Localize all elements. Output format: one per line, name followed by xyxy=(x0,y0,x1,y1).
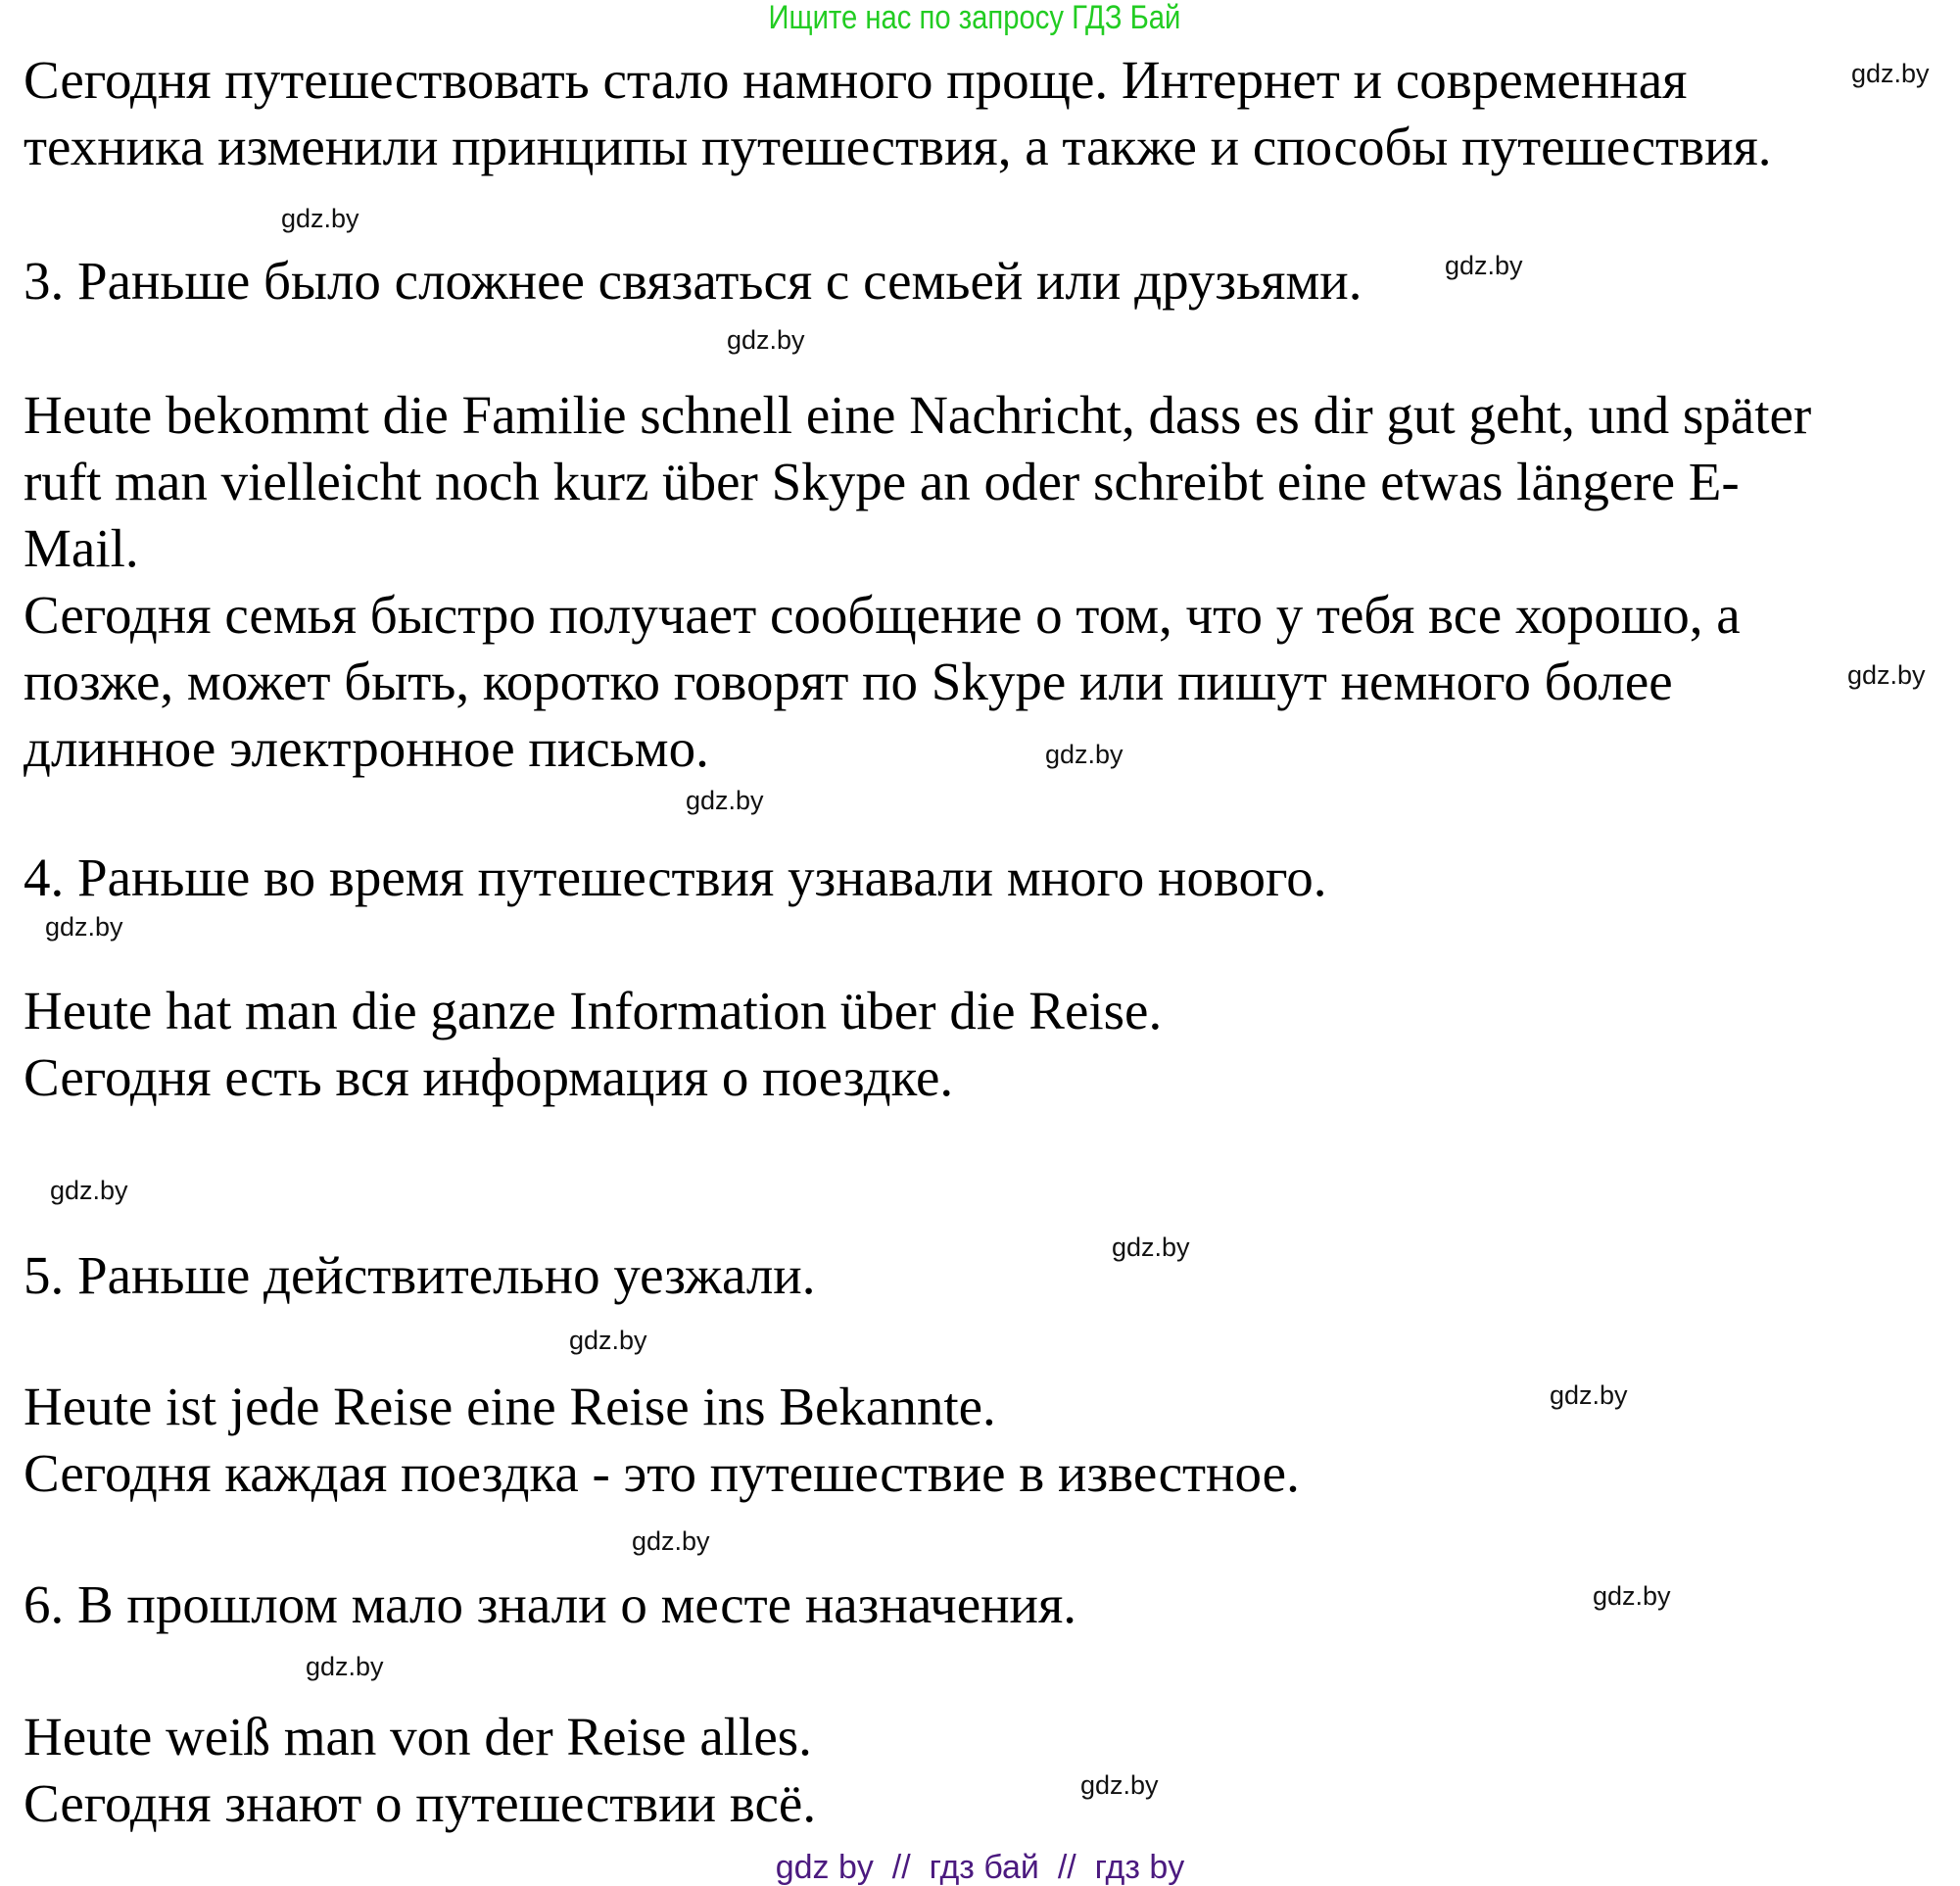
watermark: gdz.by xyxy=(306,1652,384,1681)
watermark: gdz.by xyxy=(1851,59,1930,88)
watermark: gdz.by xyxy=(632,1526,710,1556)
watermark: gdz.by xyxy=(727,325,805,355)
item-4-german-line-1: Heute hat man die ganze Information über die Reise. xyxy=(24,981,1163,1040)
watermark: gdz.by xyxy=(1550,1380,1628,1410)
item-3-heading: 3. Раньше было сложнее связаться с семьей или друзьями. xyxy=(24,251,1362,311)
watermark: gdz.by xyxy=(1445,251,1523,280)
item-5-russian-line-1: Сегодня каждая поездка - это путешествие в известное. xyxy=(24,1443,1300,1503)
search-hint-header: Ищите нас по запросу ГДЗ Бай xyxy=(768,0,1181,36)
item-3-german-line-2: ruft man vielleicht noch kurz über Skype an oder schreibt eine etwas längere E- xyxy=(24,452,1740,511)
item-3-german-line-3: Mail. xyxy=(24,518,139,578)
item-4-heading: 4. Раньше во время путешествия узнавали много нового. xyxy=(24,847,1327,907)
watermark: gdz.by xyxy=(1593,1581,1671,1611)
intro-line-2: техника изменили принципы путешествия, а также и способы путешествия. xyxy=(24,117,1772,176)
intro-line-1: Сегодня путешествовать стало намного проще. Интернет и современная xyxy=(24,50,1688,110)
watermark: gdz.by xyxy=(1112,1233,1190,1262)
watermark: gdz.by xyxy=(686,786,764,815)
watermark: gdz.by xyxy=(281,204,359,233)
watermark: gdz.by xyxy=(1045,740,1123,769)
item-3-german-line-1: Heute bekommt die Familie schnell eine Nachricht, dass es dir gut geht, und später xyxy=(24,385,1812,445)
footer-links: gdz by // гдз бай // гдз by xyxy=(775,1849,1185,1886)
watermark: gdz.by xyxy=(569,1326,647,1355)
watermark: gdz.by xyxy=(1847,660,1926,690)
item-6-russian-line-1: Сегодня знают о путешествии всё. xyxy=(24,1773,817,1833)
item-4-russian-line-1: Сегодня есть вся информация о поездке. xyxy=(24,1047,954,1107)
item-3-russian-line-3: длинное электронное письмо. xyxy=(24,718,709,778)
item-6-heading: 6. В прошлом мало знали о месте назначения. xyxy=(24,1574,1077,1634)
item-3-russian-line-2: позже, может быть, коротко говорят по Skype или пишут немного более xyxy=(24,652,1673,711)
item-6-german-line-1: Heute weiß man von der Reise alles. xyxy=(24,1707,812,1766)
item-3-russian-line-1: Сегодня семья быстро получает сообщение о том, что у тебя все хорошо, а xyxy=(24,585,1741,645)
item-5-heading: 5. Раньше действительно уезжали. xyxy=(24,1245,816,1305)
watermark: gdz.by xyxy=(45,912,123,942)
watermark: gdz.by xyxy=(50,1176,128,1205)
watermark: gdz.by xyxy=(1080,1770,1159,1800)
item-5-german-line-1: Heute ist jede Reise eine Reise ins Bekannte. xyxy=(24,1377,996,1436)
